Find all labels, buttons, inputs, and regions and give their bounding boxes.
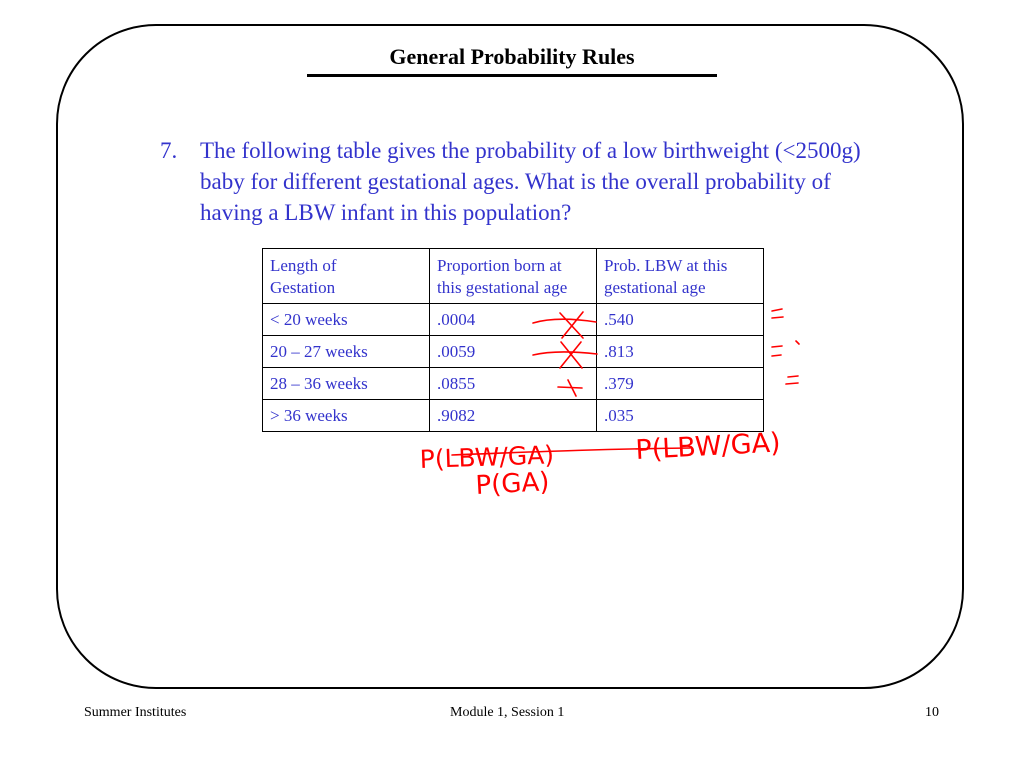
ink-denominator: P(GA)	[474, 467, 551, 501]
table-row	[263, 336, 764, 368]
table-header-row	[263, 249, 764, 304]
slide-title: General Probability Rules	[389, 44, 635, 69]
question-text: The following table gives the probability of a low birthweight (<2500g) baby for different gestational ages. What is the overall probability of having a LBW infant in this population?	[200, 138, 861, 225]
question-block	[160, 135, 880, 228]
table-cell: < 20 weeks	[263, 304, 430, 336]
table-cell: 20 – 27 weeks	[263, 336, 430, 368]
table-cell: .813	[597, 336, 764, 368]
table-row	[263, 400, 764, 432]
table-cell: .9082	[430, 400, 597, 432]
table-cell: 28 – 36 weeks	[263, 368, 430, 400]
footer-module: Module 1, Session 1	[450, 705, 565, 720]
table-row	[263, 304, 764, 336]
table-cell: .379	[597, 368, 764, 400]
question-number: 7.	[160, 138, 178, 163]
ink-replacement-expression: P(LBW/GA)	[634, 427, 782, 466]
table-cell: > 36 weeks	[263, 400, 430, 432]
gestation-table	[262, 248, 764, 432]
table-cell: .035	[597, 400, 764, 432]
table-cell: .0004	[430, 304, 597, 336]
header-length-of-gestation: Length of Gestation	[263, 249, 430, 304]
header-proportion-born: Proportion born at this gestational age	[430, 249, 597, 304]
footer-institution: Summer Institutes	[84, 705, 187, 720]
table-cell: .0059	[430, 336, 597, 368]
title-underline	[307, 74, 717, 77]
header-prob-lbw: Prob. LBW at this gestational age	[597, 249, 764, 304]
ink-crossed-expression: P(LBW/GA)	[419, 440, 555, 474]
footer-page-number: 10	[925, 705, 939, 720]
table-row	[263, 368, 764, 400]
table-cell: .0855	[430, 368, 597, 400]
table-cell: .540	[597, 304, 764, 336]
